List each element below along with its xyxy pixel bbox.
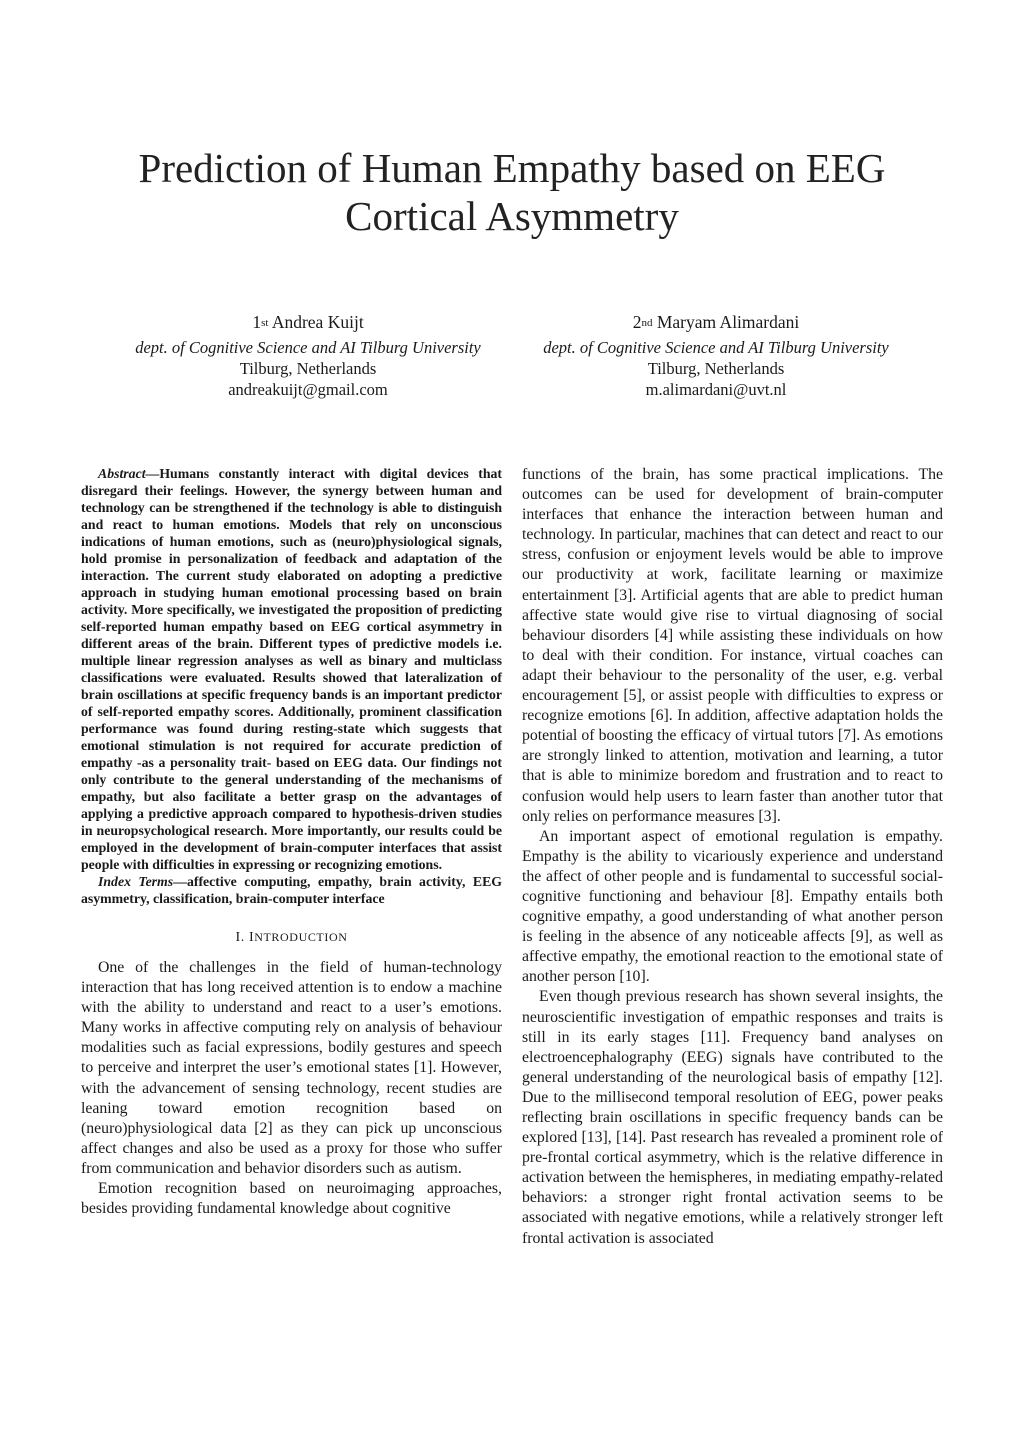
author-name: 1st Andrea Kuijt <box>252 312 364 332</box>
body-paragraph: Even though previous research has shown several insights, the neuroscientific investigation of empathic responses and traits is still in its early stages [11]. Frequency band analyses on electroencephalography (EEG) signals have contributed to the general understanding of the neurological basis of empathy [12]. Due to the millisecond temporal resolution of EEG, power peaks reflecting brain oscillations in specific frequency bands can be explored [13], [14]. Past research has revealed a prominent role of pre-frontal cortical asymmetry, which is the relative difference in activation between the hemispheres, in mediating empathy-related behaviors: a stronger right frontal activation seems to be associated with negative emotions, while a relatively stronger left frontal activation is associated <box>522 988 943 1247</box>
body-paragraph: One of the challenges in the field of human-technology interaction that has long received attention is to endow a machine with the ability to understand and react to a user’s emotions. Many works in affective computing rely on analysis of behaviour modalities such as facial expressions, bodily gestures and speech to perceive and interpret the user’s emotional states [1]. However, with the advancement of sensing technology, recent studies are leaning toward emotion recognition based on (neuro)physiological data [2] as they can pick up unconscious affect changes and also be used as a proxy for those who suffer from communication and behavior disorders such as autism. <box>81 959 502 1177</box>
title-line-1: Prediction of Human Empathy based on EEG <box>138 145 886 191</box>
section-heading-introduction: I. INTRODUCTION <box>235 930 348 945</box>
author-block-2 <box>506 310 926 400</box>
index-terms-text: —affective computing, empathy, brain activity, EEG asymmetry, classification, brain-computer interface <box>81 874 502 906</box>
index-terms <box>81 873 502 907</box>
title-line-2: Cortical Asymmetry <box>345 193 679 239</box>
abstract <box>81 465 502 873</box>
author-location: Tilburg, Netherlands <box>647 359 785 378</box>
author-location: Tilburg, Netherlands <box>239 359 377 378</box>
body-paragraph: Emotion recognition based on neuroimaging approaches, besides providing fundamental knowledge about cognitive <box>81 1180 502 1218</box>
author-affiliation: dept. of Cognitive Science and AI Tilburg University <box>135 338 481 357</box>
author-block-1 <box>98 310 518 400</box>
right-column <box>522 465 943 1249</box>
author-name: 2nd Maryam Alimardani <box>632 312 800 332</box>
author-affiliation: dept. of Cognitive Science and AI Tilburg University <box>543 338 889 357</box>
author-email: andreakuijt@gmail.com <box>228 380 388 399</box>
body-paragraph: functions of the brain, has some practical implications. The outcomes can be used for development of brain-computer interfaces that enhance the interaction between human and technology. In particular, machines that can detect and react to our stress, confusion or enjoyment levels would be able to improve our productivity at work, facilitate learning or maximize entertainment [3]. Artificial agents that are able to predict human affective state would give rise to virtual diagnosing of social behaviour disorders [4] while assisting these individuals on how to deal with their condition. For instance, virtual coaches can adapt their behaviour to the personality of the user, e.g. verbal encouragement [5], or assist people with difficulties to express or recognize emotions [6]. In addition, affective adaptation holds the potential of boosting the efficacy of virtual tutors [7]. As emotions are strongly linked to attention, motivation and learning, a tutor that is able to minimize boredom and frustration and to react to confusion would help users to learn faster than another tutor that only relies on performance measures [3]. <box>522 466 943 825</box>
left-column <box>81 465 502 1219</box>
body-paragraph: An important aspect of emotional regulation is empathy. Empathy is the ability to vicariously experience and understand the affect of other people and is fundamental to successful social-cognitive functioning and behaviour [8]. Empathy entails both cognitive empathy, a good understanding of what another person is feeling in the absence of any noticeable affects [9], as well as affective empathy, the emotional reaction to the emotional state of another person [10]. <box>522 827 943 986</box>
abstract-text: —Humans constantly interact with digital devices that disregard their feelings. However, the synergy between human and technology can be strengthened if the technology is able to distinguish and react to human emotions. Models that rely on unconscious indications of human emotions, such as (neuro)physiological signals, hold promise in personalization of feedback and adaptation of the interaction. The current study elaborated on adopting a predictive approach in studying human emotional processing based on brain activity. More specifically, we investigated the proposition of predicting self-reported human empathy based on EEG cortical asymmetry in different areas of the brain. Different types of predictive models i.e. multiple linear regression analyses as well as binary and multiclass classifications were evaluated. Results showed that lateralization of brain oscillations at specific frequency bands is an important predictor of self-reported empathy scores. Additionally, prominent classification performance was found during resting-state which suggests that emotional stimulation is not required for accurate prediction of empathy -as a personality trait- based on EEG data. Our findings not only contribute to the general understanding of the mechanisms of empathy, but also facilitate a better grasp on the advantages of applying a predictive approach compared to hypothesis-driven studies in neuropsychological research. More importantly, our results could be employed in the development of brain-computer interfaces that assist people with difficulties in expressing or recognizing emotions. <box>81 466 502 872</box>
abstract-lead: Abstract <box>98 466 146 481</box>
author-email: m.alimardani@uvt.nl <box>645 380 787 399</box>
index-terms-lead: Index Terms <box>98 874 174 889</box>
paper-title <box>80 144 944 240</box>
